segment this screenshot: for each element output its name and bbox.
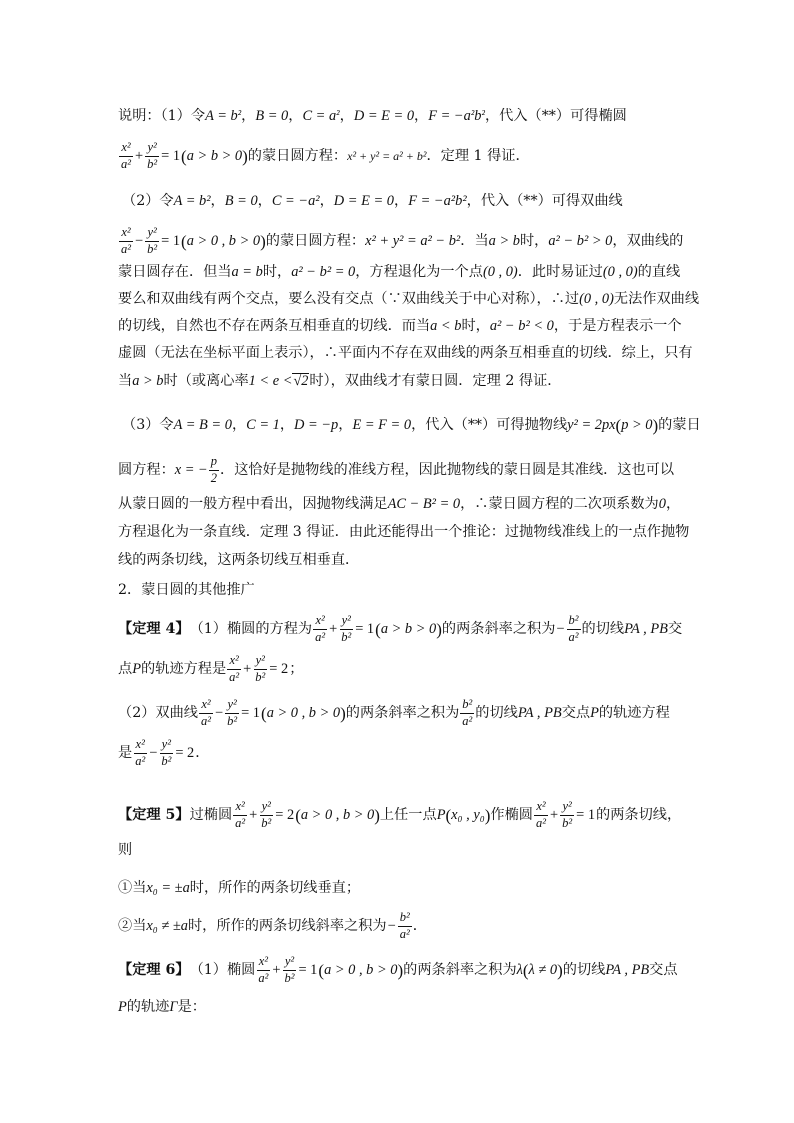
math: ) — [242, 146, 248, 166]
text: 时，所作的两条切线垂直； — [189, 879, 361, 896]
math: D = E = 0 — [353, 107, 415, 124]
text: ， — [394, 192, 409, 209]
math: AC − B² = 0 — [387, 495, 461, 512]
text: 过椭圆 — [189, 806, 233, 823]
math: a > 0 , b > 0 — [300, 806, 375, 823]
text: ， — [414, 107, 429, 124]
math: ² — [481, 109, 485, 122]
math: ² — [237, 109, 242, 122]
math: ( — [445, 805, 452, 825]
text: 方程退化为一条直线．定理 3 得证．由此还能得出一个推论：过抛物线准线上的一点作抛物 — [118, 523, 690, 540]
math: + — [243, 660, 252, 677]
theorem-6-line-2 — [118, 992, 718, 1022]
text: 说明：（1）令 — [118, 107, 206, 124]
fraction: $\frac{\text{x²}}{\text{a²}}$ — [200, 697, 211, 728]
math: b — [474, 107, 482, 124]
fraction: $\frac{\text{y²}}{\text{b²}}$ — [147, 140, 158, 171]
math: 1 < e < — [248, 372, 293, 389]
theorem-4-line-3 — [118, 698, 718, 728]
text-line-13 — [118, 517, 718, 547]
fraction: $\frac{\text{b²}}{\text{a²}}$ — [568, 613, 579, 644]
fraction: $\frac{\text{x²}}{\text{a²}}$ — [135, 737, 146, 768]
text-line-6 — [118, 284, 718, 314]
fraction: $\frac{\text{y²}}{\text{b²}}$ — [161, 737, 172, 768]
theorem-6-line-1 — [118, 955, 718, 985]
theorem-4-line-1 — [118, 614, 718, 644]
math: D = E = 0 — [333, 192, 394, 209]
math: − — [149, 744, 158, 761]
math: ² — [470, 109, 475, 122]
math: ( — [375, 619, 381, 639]
math: = 2 — [269, 660, 289, 677]
math: a > 0 , b > 0 — [324, 961, 398, 978]
text: 的两条斜率之积为 — [403, 961, 517, 978]
text: 虚圆（无法在坐标平面上表示），∴平面内不存在双曲线的两条互相垂直的切线．综上，只有 — [118, 344, 693, 361]
math: P — [436, 806, 446, 823]
math: = 2 — [175, 744, 195, 761]
math: = 2 — [275, 806, 295, 823]
text: ， — [665, 495, 681, 512]
math: ( — [181, 146, 187, 166]
math: ) — [484, 805, 491, 825]
text: 的轨迹方程 — [598, 704, 670, 721]
math: x² + y² = a² − b² — [365, 232, 461, 249]
text: 的轨迹方程是 — [141, 660, 227, 677]
text-line-8 — [118, 338, 718, 368]
text: ．此时易证过 — [517, 263, 603, 280]
text: ②当 — [118, 917, 147, 934]
math: ) — [340, 703, 346, 723]
math: − — [135, 232, 144, 249]
text: 要么和双曲线有两个交点，要么没有交点（∵双曲线关于中心对称），∴过 — [118, 290, 580, 307]
fraction: $\frac{\text{x²}}{\text{a²}}$ — [235, 799, 246, 830]
fraction: $\frac{\text{y²}}{\text{b²}}$ — [341, 613, 352, 644]
math: = 1 — [298, 961, 318, 978]
theorem-5-line-1 — [118, 800, 718, 830]
math: (0 , 0) — [579, 290, 614, 307]
math: C = 1 — [246, 416, 280, 433]
text: ， — [338, 416, 353, 433]
math: F = −a²b² — [408, 192, 467, 209]
math: a > b > 0 — [186, 147, 243, 164]
text: 时），双曲线才有蒙日圆．定理 2 得证． — [309, 372, 562, 389]
text: ， — [339, 107, 354, 124]
text: 的切线，自然也不存在两条互相垂直的切线．而当 — [118, 317, 431, 334]
math: ) — [557, 960, 563, 980]
theorem-5-item-1 — [118, 873, 718, 903]
math: p > 0 — [621, 416, 653, 433]
fraction: $\frac{\text{b²}}{\text{a²}}$ — [399, 910, 410, 941]
math: a > 0 , b > 0 — [266, 704, 341, 721]
math: x = − — [174, 461, 208, 478]
text-line-1 — [118, 101, 718, 131]
math: a² − b² < 0 — [489, 317, 554, 334]
math: y² = 2px — [567, 416, 616, 433]
text: ．定理 1 得证． — [426, 147, 530, 164]
fraction: $\frac{\text{x²}}{\text{a²}}$ — [315, 613, 326, 644]
text: （1）椭圆 — [189, 961, 256, 978]
text: ． — [195, 744, 210, 761]
text-line-5 — [118, 257, 718, 287]
math: − — [387, 917, 396, 934]
text: ， — [210, 192, 225, 209]
math: = 1 — [355, 620, 375, 637]
text: ， — [288, 107, 303, 124]
fraction: $\frac{\text{x²}}{\text{a²}}$ — [535, 799, 546, 830]
text: ， — [319, 192, 334, 209]
math: x₀ ≠ ±a — [146, 917, 188, 934]
text-line-14 — [118, 545, 718, 575]
math: x² + y² = a² + b² — [347, 149, 427, 163]
theorem-5-line-2 — [118, 835, 718, 865]
text: ，代入（**）可得抛物线 — [411, 416, 568, 433]
math: (0 , 0) — [482, 263, 518, 280]
text-line-2 — [118, 141, 718, 171]
math: B = 0 — [224, 192, 258, 209]
text: 的切线 — [581, 620, 625, 637]
theorem-label: 【定理 5】 — [118, 806, 190, 823]
text: 时， — [262, 263, 292, 280]
fraction: $\frac{\text{b²}}{\text{a²}}$ — [462, 697, 473, 728]
math: ² — [336, 109, 340, 122]
text: ， — [279, 416, 295, 433]
fraction: $\frac{\text{x²}}{\text{a²}}$ — [229, 653, 240, 684]
text: 从蒙日圆的一般方程中看出，因抛物线满足 — [118, 495, 388, 512]
text: （1）椭圆的方程为 — [189, 620, 313, 637]
text: 的轨迹 — [126, 998, 170, 1015]
text: ， — [257, 192, 272, 209]
text: 2．蒙日圆的其他推广 — [118, 581, 255, 598]
fraction: $\frac{\text{y²}}{\text{b²}}$ — [255, 653, 266, 684]
text: ； — [289, 660, 304, 677]
text: ，双曲线的 — [612, 232, 684, 249]
text: 时（或离心率 — [163, 372, 249, 389]
math: = 1 — [576, 806, 596, 823]
theorem-label: 【定理 4】 — [118, 620, 190, 637]
text: 当 — [118, 372, 133, 389]
math: ( — [615, 415, 622, 435]
text: 是： — [177, 998, 206, 1015]
fraction: $\frac{\text{y²}}{\text{b²}}$ — [261, 799, 272, 830]
text: ， — [241, 107, 256, 124]
math: ( — [181, 231, 187, 251]
math: P — [132, 660, 141, 677]
math: = 1 — [161, 232, 181, 249]
theorem-4-line-4 — [118, 738, 718, 768]
fraction: $\frac{\text{x²}}{\text{a²}}$ — [258, 954, 269, 985]
math: Γ — [169, 998, 178, 1015]
math: PA , PB — [517, 704, 562, 721]
math: ( — [522, 960, 529, 980]
text: 作椭圆 — [490, 806, 533, 823]
math: A = B = 0 — [173, 416, 232, 433]
text: 时， — [461, 317, 490, 334]
math: + — [549, 806, 559, 823]
text: 上任一点 — [379, 806, 437, 823]
math: a² − b² > 0 — [548, 232, 613, 249]
fraction: $\frac{\text{y²}}{\text{b²}}$ — [147, 225, 158, 256]
text: （2）双曲线 — [118, 704, 198, 721]
fraction: $\frac{\text{x²}}{\text{a²}}$ — [121, 140, 131, 171]
text: 无法作双曲线 — [613, 290, 700, 307]
theorem-5-item-2 — [118, 911, 718, 941]
text: ①当 — [118, 879, 147, 896]
math: ) — [436, 619, 442, 639]
text: 是 — [118, 744, 133, 761]
text: 交 — [667, 620, 683, 637]
text: 的两条斜率之积为 — [441, 620, 556, 637]
text: ，方程退化为一个点 — [355, 263, 483, 280]
text: ，代入（**）可得双曲线 — [466, 192, 623, 209]
text-line-11 — [118, 455, 718, 485]
text-line-7 — [118, 311, 718, 341]
math: + — [272, 961, 281, 978]
math: C = −a² — [271, 192, 320, 209]
math: D = −p — [294, 416, 339, 433]
math: a > b > 0 — [380, 620, 437, 637]
text: 的切线 — [562, 961, 606, 978]
math: P — [590, 704, 599, 721]
math: a < b — [430, 317, 462, 334]
math: A = b² — [173, 192, 211, 209]
math: − — [214, 704, 224, 721]
text: 的两条斜率之积为 — [345, 704, 460, 721]
math: P — [118, 998, 127, 1015]
math: B = 0 — [255, 107, 289, 124]
math: 0 — [658, 495, 666, 512]
text: 的切线 — [475, 704, 518, 721]
math: ) — [652, 415, 659, 435]
math: = 1 — [241, 704, 261, 721]
text: ，∴蒙日圆方程的二次项系数为 — [460, 495, 659, 512]
math: PA , PB — [605, 961, 650, 978]
math: ( — [295, 805, 301, 825]
math: ) — [374, 805, 380, 825]
text: 线的两条切线，这两条切线互相垂直． — [118, 551, 360, 568]
math: ( — [261, 703, 267, 723]
text: 时， — [519, 232, 549, 249]
math: ( — [318, 960, 325, 980]
math: PA , PB — [624, 620, 668, 637]
text-line-10 — [122, 410, 722, 440]
text-line-9 — [118, 366, 718, 396]
math: − — [556, 620, 565, 637]
text-line-3 — [122, 186, 722, 216]
fraction: $\frac{\text{y²}}{\text{b²}}$ — [227, 697, 238, 728]
fraction: $\frac{\text{x²}}{\text{a²}}$ — [121, 225, 131, 256]
math: x₀ = ±a — [146, 879, 190, 896]
math: a² − b² = 0 — [291, 263, 356, 280]
text: ，于是方程表示一个 — [553, 317, 682, 334]
math: λ — [516, 961, 523, 978]
math: C = a — [302, 107, 337, 124]
text: 交点 — [649, 961, 678, 978]
text: （3）令 — [122, 416, 174, 433]
math: ) — [397, 960, 404, 980]
text: 点 — [118, 660, 133, 677]
text: （2）令 — [122, 192, 174, 209]
text-line-12 — [118, 489, 718, 519]
text: 的两条切线， — [596, 806, 682, 823]
text: ． — [412, 917, 427, 934]
math: + — [329, 620, 338, 637]
text: ．这恰好是抛物线的准线方程，因此抛物线的蒙日圆是其准线．这也可以 — [220, 461, 675, 478]
text: 圆方程： — [118, 461, 175, 478]
math: a > b — [488, 232, 520, 249]
math: ) — [260, 231, 266, 251]
math: F = −a — [428, 107, 471, 124]
math: E = F = 0 — [352, 416, 412, 433]
text: 的蒙日 — [658, 416, 701, 433]
math: x₀ , y₀ — [451, 806, 485, 823]
math: + — [249, 806, 258, 823]
text: ， — [231, 416, 247, 433]
text: 的蒙日圆方程： — [265, 232, 366, 249]
fraction: $\frac{\text{y²}}{\text{b²}}$ — [284, 954, 295, 985]
text: 则 — [118, 841, 133, 858]
math: √2 — [293, 373, 309, 390]
math: = 1 — [161, 147, 181, 164]
text: 蒙日圆存在．但当 — [118, 263, 232, 280]
math: a > b — [132, 372, 164, 389]
fraction: $\frac{\text{y²}}{\text{b²}}$ — [562, 799, 573, 830]
text: ．当 — [460, 232, 489, 249]
text: 交点 — [561, 704, 591, 721]
text: 的直线 — [637, 263, 681, 280]
section-heading — [118, 575, 718, 605]
math: a = b — [231, 263, 263, 280]
fraction: $\frac{p}{2}$ — [210, 454, 218, 485]
math: + — [135, 147, 144, 164]
theorem-label: 【定理 6】 — [118, 961, 190, 978]
math: A = b — [205, 107, 238, 124]
math: a > 0 , b > 0 — [186, 232, 261, 249]
theorem-4-line-2 — [118, 654, 718, 684]
text: 时，所作的两条切线斜率之积为 — [187, 917, 387, 934]
math: (0 , 0) — [602, 263, 638, 280]
text-line-4 — [118, 226, 718, 256]
text: ，代入（**）可得椭圆 — [484, 107, 627, 124]
math: λ ≠ 0 — [528, 961, 558, 978]
text: 的蒙日圆方程： — [247, 147, 348, 164]
